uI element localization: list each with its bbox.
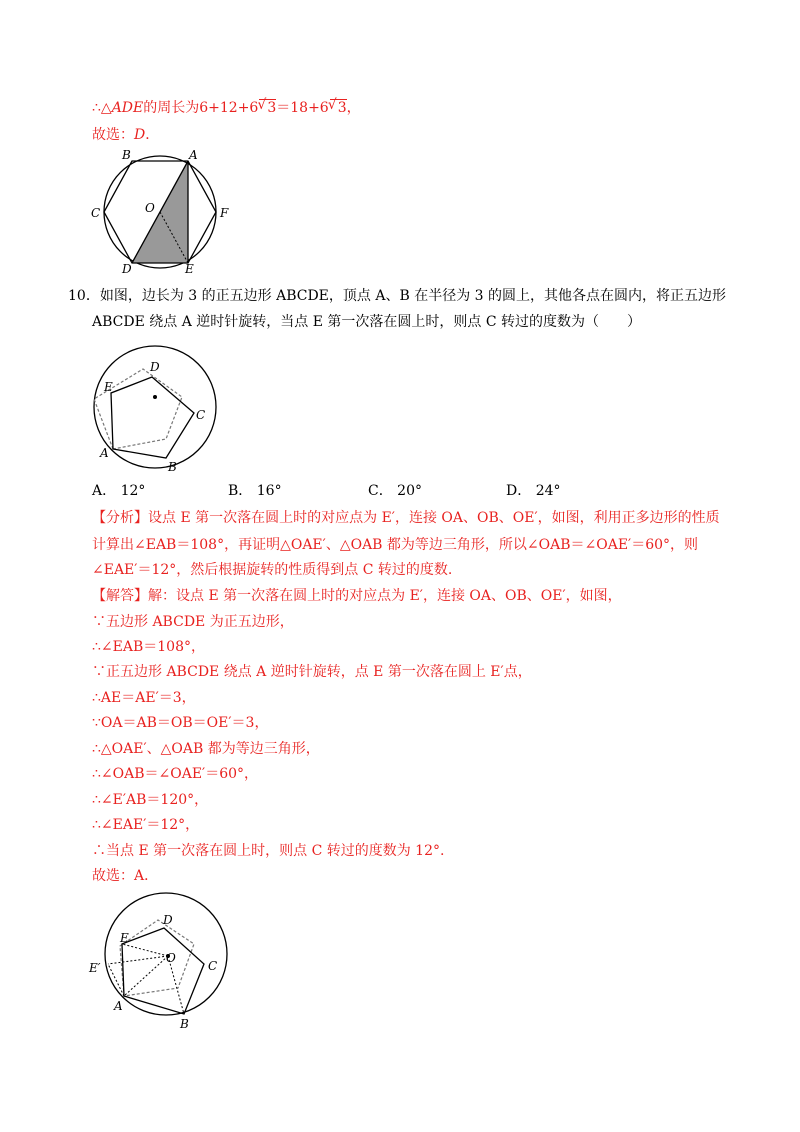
- label-e-prime: E′: [89, 961, 101, 975]
- option-b[interactable]: [228, 481, 282, 501]
- center-dot: [153, 395, 157, 399]
- label-a: A: [189, 148, 198, 162]
- answer-letter: D: [134, 127, 146, 143]
- rotated-pentagon-dashed: [120, 920, 194, 996]
- analysis-line-1: 【分析】设点 E 第一次落在圆上时的对应点为 E′，连接 OA、OB、OE′，如图，利用正多边形的性质: [92, 510, 720, 526]
- option-letter: C．: [368, 483, 393, 499]
- solution-line-10: ∴∠EAE′＝12°，: [92, 817, 200, 833]
- solution-line-5: ∴AE＝AE′＝3，: [92, 690, 196, 706]
- solution-line-7: ∴△OAE′、△OAB 都为等边三角形，: [92, 741, 320, 757]
- question-line-1: [68, 286, 726, 306]
- choose-text: 故选：: [92, 127, 134, 143]
- label-o: O: [145, 201, 155, 215]
- label-d: D: [150, 360, 160, 374]
- label-d: D: [122, 262, 132, 276]
- option-value: 20°: [397, 483, 422, 499]
- solution-line-2: ∵五边形 ABCDE 为正五边形，: [92, 614, 294, 630]
- question-line-2: ABCDE 绕点 A 逆时针旋转，当点 E 第一次落在圆上时，则点 C 转过的度数为（ ）: [92, 314, 642, 330]
- option-letter: A．: [92, 483, 117, 499]
- solution-figure: [86, 888, 236, 1033]
- label-c: C: [196, 408, 206, 422]
- label-o: O: [166, 951, 176, 965]
- segment-oe2: [108, 956, 168, 964]
- label-b: B: [180, 1017, 189, 1031]
- sqrt-radicand-2: √ 3: [330, 99, 347, 116]
- option-letter: B．: [228, 483, 253, 499]
- period-text: ．: [145, 127, 160, 143]
- pentagon: [122, 928, 204, 1014]
- solution-line-9: ∴∠E′AB＝120°，: [92, 792, 209, 808]
- label-b: B: [122, 148, 131, 162]
- label-a: A: [100, 446, 109, 460]
- sqrt-radicand-1: √ 3: [259, 99, 276, 116]
- option-a[interactable]: [92, 481, 145, 501]
- hexagon-figure: [88, 145, 238, 277]
- solution-line-12: 故选：A．: [92, 868, 159, 884]
- option-value: 24°: [535, 483, 561, 499]
- solution-line-8: ∴∠OAB＝∠OAE′＝60°，: [92, 766, 259, 782]
- perimeter-text: 的周长为6+12+6: [143, 100, 259, 116]
- label-c: C: [208, 959, 218, 973]
- question-number: 10．: [68, 288, 100, 304]
- solution-line-11: ∴当点 E 第一次落在圆上时，则点 C 转过的度数为 12°.: [92, 843, 445, 859]
- option-value: 16°: [256, 483, 282, 499]
- label-f: F: [220, 206, 229, 220]
- analysis-line-3: ∠EAE′＝12°，然后根据旋转的性质得到点 C 转过的度数.: [92, 562, 453, 578]
- therefore-text: ∴△: [92, 100, 112, 116]
- label-c: C: [91, 206, 101, 220]
- segment-oa: [124, 956, 168, 996]
- label-b: B: [168, 460, 177, 474]
- prev-perimeter-line: [92, 98, 361, 118]
- option-letter: D．: [506, 483, 532, 499]
- option-d[interactable]: [506, 481, 561, 501]
- question-text-1: 如图，边长为 3 的正五边形 ABCDE，顶点 A、B 在半径为 3 的圆上，其他各点在圆内，将正五边形: [99, 288, 727, 304]
- solution-line-6: ∵OA＝AB＝OB＝OE′＝3，: [92, 715, 269, 731]
- label-d: D: [163, 913, 173, 927]
- solution-line-4: ∵正五边形 ABCDE 绕点 A 逆时针旋转，点 E 第一次落在圆上 E′点，: [92, 664, 532, 680]
- label-e: E: [104, 380, 113, 394]
- pentagon-figure: [86, 345, 226, 475]
- equals-text: ＝18+6: [276, 100, 329, 116]
- prev-answer-line: [92, 125, 159, 145]
- pentagon: [111, 377, 194, 458]
- segment-oe: [122, 944, 168, 956]
- label-a: A: [114, 999, 123, 1013]
- label-e: E: [120, 931, 129, 945]
- option-c[interactable]: [368, 481, 422, 501]
- solution-line-1: 【解答】解：设点 E 第一次落在圆上时的对应点为 E′，连接 OA、OB、OE′，如图，: [92, 588, 622, 604]
- analysis-line-2: 计算出∠EAB＝108°，再证明△OAE′、△OAB 都为等边三角形，所以∠OAB＝∠OAE′＝60°，则: [92, 537, 699, 553]
- solution-line-3: ∴∠EAB＝108°，: [92, 639, 205, 655]
- triangle-name: ADE: [111, 100, 144, 116]
- label-e: E: [185, 262, 194, 276]
- option-value: 12°: [120, 483, 146, 499]
- comma-text: ，: [346, 100, 361, 116]
